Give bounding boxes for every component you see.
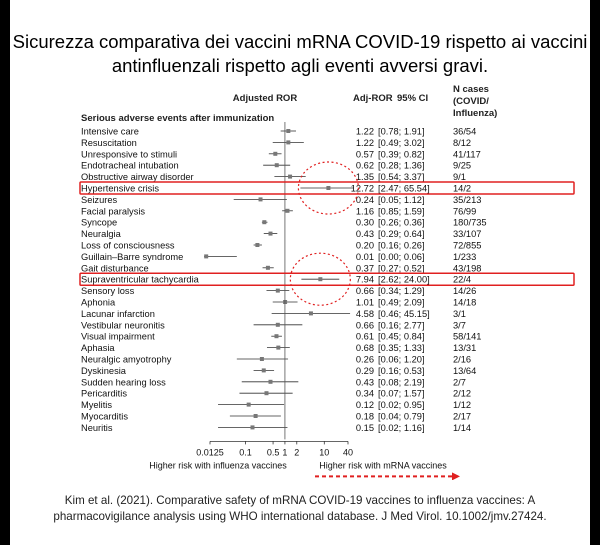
ror-row-16: 4.58	[355, 308, 374, 319]
label-row-1: Resuscitation	[81, 137, 137, 148]
label-row-16: Lacunar infarction	[81, 308, 155, 319]
x-tick-label-1: 0.1	[239, 447, 252, 458]
n-row-17: 3/7	[453, 320, 466, 331]
left-direction-label: Higher risk with influenza vaccines	[149, 460, 287, 471]
point-row-13	[318, 277, 322, 281]
ci-text-row-11: [0.00; 0.06]	[378, 251, 425, 262]
label-row-24: Myelitis	[81, 400, 112, 411]
ci-text-row-10: [0.16; 0.26]	[378, 240, 425, 251]
ror-row-20: 0.26	[355, 354, 374, 365]
n-row-14: 14/26	[453, 286, 477, 297]
right-direction-label: Higher risk with mRNA vaccines	[319, 460, 447, 471]
n-row-6: 35/213	[453, 194, 482, 205]
ror-row-26: 0.15	[355, 422, 374, 433]
n-row-5: 14/2	[453, 183, 472, 194]
ci-text-row-6: [0.05; 1.12]	[378, 194, 425, 205]
header-n-cases: N cases	[453, 84, 489, 95]
point-row-17	[276, 323, 280, 327]
label-row-13: Supraventricular tachycardia	[81, 274, 199, 285]
ror-row-6: 0.24	[355, 194, 374, 205]
ci-text-row-8: [0.26; 0.36]	[378, 217, 425, 228]
ci-text-row-3: [0.28; 1.36]	[378, 160, 425, 171]
label-row-7: Facial paralysis	[81, 206, 146, 217]
ci-text-row-20: [0.06; 1.20]	[378, 354, 425, 365]
point-row-26	[250, 425, 254, 429]
x-tick-label-2: 0.5	[266, 447, 280, 458]
n-row-15: 14/18	[453, 297, 477, 308]
n-row-4: 9/1	[453, 172, 466, 183]
label-row-18: Visual impairment	[81, 331, 155, 342]
point-row-23	[264, 391, 268, 395]
n-row-9: 33/107	[453, 229, 482, 240]
label-row-0: Intensive care	[81, 126, 139, 137]
n-row-18: 58/141	[453, 331, 482, 342]
ror-row-0: 1.22	[355, 126, 374, 137]
ror-row-23: 0.34	[355, 388, 374, 399]
label-row-11: Guillain–Barre syndrome	[81, 251, 184, 262]
point-row-24	[247, 403, 251, 407]
point-row-5	[326, 186, 330, 190]
ci-text-row-22: [0.08; 2.19]	[378, 377, 425, 388]
point-row-21	[262, 368, 266, 372]
n-row-21: 13/64	[453, 365, 477, 376]
slide	[10, 0, 590, 545]
n-row-0: 36/54	[453, 126, 477, 137]
n-row-20: 2/16	[453, 354, 472, 365]
label-row-8: Syncope	[81, 217, 118, 228]
x-tick-label-0: 0.0125	[196, 447, 224, 458]
point-row-8	[262, 220, 266, 224]
ror-row-3: 0.62	[355, 160, 374, 171]
n-row-19: 13/31	[453, 343, 477, 354]
point-row-16	[309, 311, 313, 315]
label-row-3: Endotracheal intubation	[81, 160, 179, 171]
title-line-2: antinfluenzali rispetto agli eventi avversi gravi.	[111, 55, 489, 76]
point-row-22	[268, 380, 272, 384]
ci-text-row-4: [0.54; 3.37]	[378, 172, 425, 183]
label-row-14: Sensory loss	[81, 286, 135, 297]
point-row-2	[273, 152, 277, 156]
point-row-18	[274, 334, 278, 338]
n-row-26: 1/14	[453, 422, 472, 433]
point-row-25	[254, 414, 258, 418]
n-row-2: 41/117	[453, 149, 481, 160]
ci-text-row-19: [0.35; 1.33]	[378, 343, 425, 354]
point-row-3	[275, 163, 279, 167]
point-row-4	[288, 175, 292, 179]
citation	[30, 493, 570, 525]
label-row-17: Vestibular neuronitis	[81, 320, 165, 331]
point-row-11	[204, 254, 208, 258]
citation-line-2: pharmacovigilance analysis using WHO international database. J Med Virol. 10.1002/jmv.27424.	[53, 510, 547, 523]
point-row-7	[285, 209, 289, 213]
n-row-3: 9/25	[453, 160, 472, 171]
ci-text-row-23: [0.07; 1.57]	[378, 388, 425, 399]
header-n-influenza: Influenza)	[453, 108, 498, 119]
point-row-0	[286, 129, 290, 133]
header-95ci: 95% CI	[397, 93, 429, 104]
point-row-19	[276, 346, 280, 350]
ci-text-row-16: [0.46; 45.15]	[378, 308, 430, 319]
label-row-21: Dyskinesia	[81, 365, 126, 376]
n-row-12: 43/198	[453, 263, 482, 274]
ci-text-row-7: [0.85; 1.59]	[378, 206, 425, 217]
ci-text-row-26: [0.02; 1.16]	[378, 422, 425, 433]
n-row-23: 2/12	[453, 388, 472, 399]
header-n-covid: (COVID/	[453, 96, 489, 107]
n-row-22: 2/7	[453, 377, 466, 388]
ror-row-1: 1.22	[355, 137, 374, 148]
label-row-23: Pericarditis	[81, 388, 127, 399]
point-row-10	[255, 243, 259, 247]
ci-text-row-12: [0.27; 0.52]	[378, 263, 425, 274]
ror-row-7: 1.16	[355, 206, 374, 217]
header-adjusted-ror: Adjusted ROR	[232, 93, 298, 104]
label-row-10: Loss of consciousness	[81, 240, 175, 251]
point-row-1	[286, 140, 290, 144]
ror-row-25: 0.18	[355, 411, 374, 422]
ror-row-24: 0.12	[355, 400, 374, 411]
section-label: Serious adverse events after immunization	[81, 113, 275, 124]
ci-text-row-18: [0.45; 0.84]	[378, 331, 425, 342]
point-row-20	[260, 357, 264, 361]
x-tick-label-6: 40	[342, 447, 354, 458]
ror-row-22: 0.43	[355, 377, 374, 388]
point-row-9	[268, 232, 272, 236]
label-row-12: Gait disturbance	[81, 263, 149, 274]
label-row-6: Seizures	[81, 194, 118, 205]
n-row-25: 2/17	[453, 411, 472, 422]
x-tick-label-3: 1	[282, 447, 288, 458]
ror-row-4: 1.35	[355, 172, 374, 183]
n-row-7: 76/99	[453, 206, 477, 217]
citation-line-1: Kim et al. (2021). Comparative safety of mRNA COVID-19 vaccines to influenza vaccines: A	[64, 494, 536, 507]
ci-text-row-15: [0.49; 2.09]	[378, 297, 425, 308]
ror-row-13: 7.94	[355, 274, 374, 285]
ror-row-17: 0.66	[355, 320, 374, 331]
label-row-22: Sudden hearing loss	[81, 377, 166, 388]
n-row-16: 3/1	[453, 308, 466, 319]
n-row-13: 22/4	[453, 274, 472, 285]
x-tick-label-4: 2	[294, 447, 300, 458]
label-row-4: Obstructive airway disorder	[81, 172, 194, 183]
x-tick-label-5: 10	[319, 447, 330, 458]
n-row-8: 180/735	[453, 217, 487, 228]
point-row-6	[259, 197, 263, 201]
ror-row-15: 1.01	[355, 297, 374, 308]
ci-text-row-1: [0.49; 3.02]	[378, 137, 425, 148]
point-row-14	[276, 289, 280, 293]
ror-row-18: 0.61	[355, 331, 374, 342]
ci-text-row-5: [2.47; 65.54]	[378, 183, 430, 194]
ci-text-row-14: [0.34; 1.29]	[378, 286, 425, 297]
n-row-24: 1/12	[453, 400, 472, 411]
ror-row-2: 0.57	[355, 149, 374, 160]
ci-text-row-25: [0.04; 0.79]	[378, 411, 425, 422]
ror-row-14: 0.66	[355, 286, 374, 297]
ror-row-21: 0.29	[355, 365, 374, 376]
ci-text-row-21: [0.16; 0.53]	[378, 365, 425, 376]
ror-row-10: 0.20	[355, 240, 374, 251]
ror-row-19: 0.68	[355, 343, 374, 354]
label-row-20: Neuralgic amyotrophy	[81, 354, 172, 365]
label-row-9: Neuralgia	[81, 229, 121, 240]
ci-text-row-9: [0.29; 0.64]	[378, 229, 425, 240]
header-adj-ror: Adj-ROR	[353, 93, 393, 104]
n-row-10: 72/855	[453, 240, 482, 251]
point-row-12	[266, 266, 270, 270]
label-row-15: Aphonia	[81, 297, 116, 308]
ror-row-8: 0.30	[355, 217, 374, 228]
n-row-11: 1/233	[453, 251, 477, 262]
label-row-26: Neuritis	[81, 422, 113, 433]
ror-row-5: 12.72	[350, 183, 374, 194]
ror-row-11: 0.01	[355, 251, 374, 262]
forest-plot	[10, 0, 590, 480]
n-row-1: 8/12	[453, 137, 472, 148]
label-row-25: Myocarditis	[81, 411, 129, 422]
ci-text-row-24: [0.02; 0.95]	[378, 400, 425, 411]
label-row-2: Unresponsive to stimuli	[81, 149, 178, 160]
title-line-1: Sicurezza comparativa dei vaccini mRNA COVID-19 rispetto ai vaccini	[12, 31, 588, 52]
ci-text-row-13: [2.62; 24.00]	[378, 274, 430, 285]
ci-text-row-17: [0.16; 2.77]	[378, 320, 425, 331]
ci-text-row-2: [0.39; 0.82]	[378, 149, 425, 160]
label-row-5: Hypertensive crisis	[81, 183, 160, 194]
ror-row-9: 0.43	[355, 229, 374, 240]
label-row-19: Aphasia	[81, 343, 115, 354]
ror-row-12: 0.37	[355, 263, 374, 274]
ci-text-row-0: [0.78; 1.91]	[378, 126, 425, 137]
